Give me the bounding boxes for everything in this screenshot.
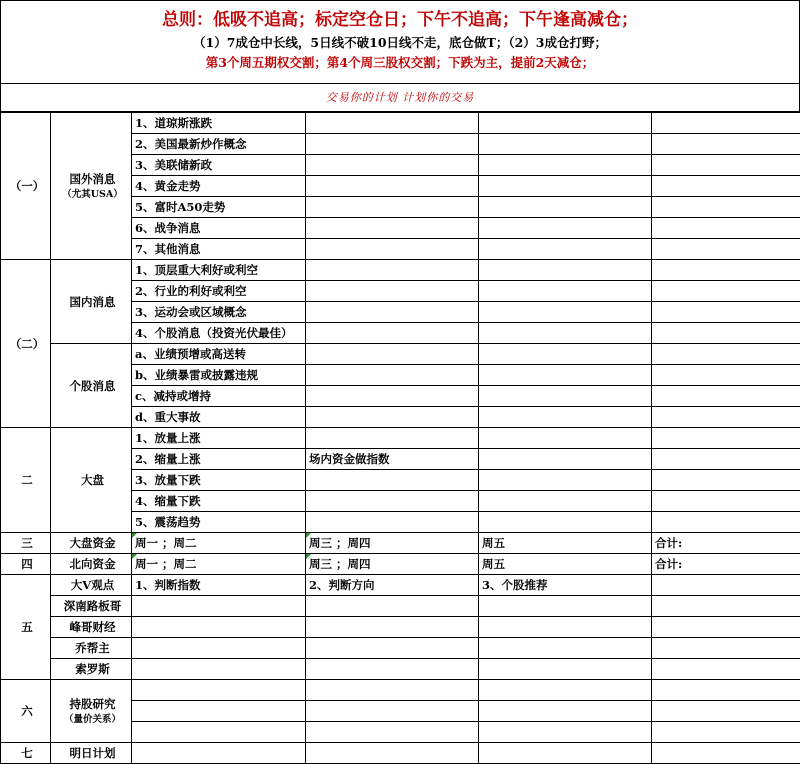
input-cell[interactable] bbox=[306, 218, 479, 239]
input-cell[interactable] bbox=[479, 176, 652, 197]
input-cell[interactable] bbox=[652, 596, 800, 617]
input-cell[interactable] bbox=[306, 176, 479, 197]
opinion-source: 乔帮主 bbox=[51, 638, 132, 659]
input-cell[interactable] bbox=[479, 449, 652, 470]
input-cell[interactable] bbox=[306, 743, 479, 764]
input-cell[interactable] bbox=[479, 722, 652, 743]
input-cell[interactable] bbox=[652, 659, 800, 680]
category-stock-news: 个股消息 bbox=[51, 344, 132, 428]
input-cell[interactable] bbox=[306, 491, 479, 512]
input-cell[interactable] bbox=[652, 449, 800, 470]
input-cell[interactable] bbox=[306, 638, 479, 659]
input-cell[interactable] bbox=[652, 722, 800, 743]
input-cell[interactable] bbox=[652, 638, 800, 659]
input-cell[interactable] bbox=[479, 512, 652, 533]
input-cell[interactable] bbox=[306, 512, 479, 533]
section-label-7: 六 bbox=[1, 680, 51, 743]
input-cell[interactable] bbox=[306, 617, 479, 638]
category-subtitle: （尤其USA） bbox=[62, 189, 123, 200]
input-cell[interactable] bbox=[306, 155, 479, 176]
input-cell[interactable] bbox=[306, 596, 479, 617]
row-label: 5、震荡趋势 bbox=[132, 512, 306, 533]
row-label: 2、缩量上涨 bbox=[132, 449, 306, 470]
input-cell[interactable] bbox=[652, 512, 800, 533]
input-cell[interactable] bbox=[652, 575, 800, 596]
input-cell[interactable] bbox=[479, 365, 652, 386]
opinion-header-picks: 3、个股推荐 bbox=[479, 575, 652, 596]
row-label: 7、其他消息 bbox=[132, 239, 306, 260]
input-cell[interactable] bbox=[306, 260, 479, 281]
input-cell[interactable] bbox=[479, 428, 652, 449]
input-cell[interactable] bbox=[652, 617, 800, 638]
opinion-source: 峰哥财经 bbox=[51, 617, 132, 638]
section-label-3: 二 bbox=[1, 428, 51, 533]
input-cell[interactable] bbox=[479, 260, 652, 281]
category-holdings bbox=[51, 680, 132, 743]
input-cell[interactable] bbox=[479, 197, 652, 218]
row-label: 3、运动会或区域概念 bbox=[132, 302, 306, 323]
input-cell[interactable] bbox=[479, 743, 652, 764]
market-note[interactable]: 场内资金做指数 bbox=[306, 449, 479, 470]
row-label: 2、行业的利好或利空 bbox=[132, 281, 306, 302]
section-label-2: （二） bbox=[1, 260, 51, 428]
input-cell[interactable] bbox=[132, 617, 306, 638]
input-cell[interactable] bbox=[306, 344, 479, 365]
funds-fri[interactable]: 周五 bbox=[479, 533, 652, 554]
slogan: 交易你的计划 计划你的交易 bbox=[0, 84, 800, 112]
funds-total[interactable]: 合计: bbox=[652, 533, 800, 554]
input-cell[interactable] bbox=[132, 638, 306, 659]
input-cell[interactable] bbox=[479, 113, 652, 134]
category-foreign-news bbox=[51, 113, 132, 260]
funds-wed-thu[interactable]: 周三 ；周四 bbox=[306, 533, 479, 554]
input-cell[interactable] bbox=[306, 470, 479, 491]
row-label: a、业绩预增或高送转 bbox=[132, 344, 306, 365]
section-label-8: 七 bbox=[1, 743, 51, 764]
row-label: 3、美联储新政 bbox=[132, 155, 306, 176]
row-label: c、减持或增持 bbox=[132, 386, 306, 407]
input-cell[interactable] bbox=[479, 155, 652, 176]
input-cell[interactable] bbox=[132, 659, 306, 680]
input-cell[interactable] bbox=[652, 386, 800, 407]
row-label: 6、战争消息 bbox=[132, 218, 306, 239]
funds-mon-tue[interactable]: 周一 ；周二 bbox=[132, 533, 306, 554]
input-cell[interactable] bbox=[479, 680, 652, 701]
row-label: b、业绩暴雷或披露违规 bbox=[132, 365, 306, 386]
input-cell[interactable] bbox=[479, 617, 652, 638]
input-cell[interactable] bbox=[652, 302, 800, 323]
input-cell[interactable] bbox=[306, 281, 479, 302]
section-label-5: 四 bbox=[1, 554, 51, 575]
input-cell[interactable] bbox=[479, 239, 652, 260]
category-northbound-funds: 北向资金 bbox=[51, 554, 132, 575]
input-cell[interactable] bbox=[306, 302, 479, 323]
input-cell[interactable] bbox=[306, 365, 479, 386]
input-cell[interactable] bbox=[306, 701, 479, 722]
section-label-4: 三 bbox=[1, 533, 51, 554]
input-cell[interactable] bbox=[306, 659, 479, 680]
north-mon-tue[interactable]: 周一 ；周二 bbox=[132, 554, 306, 575]
rules-header bbox=[0, 0, 800, 84]
input-cell[interactable] bbox=[652, 113, 800, 134]
input-cell[interactable] bbox=[652, 428, 800, 449]
plan-table bbox=[0, 112, 800, 764]
category-subtitle: （量价关系） bbox=[63, 714, 121, 725]
input-cell[interactable] bbox=[306, 386, 479, 407]
input-cell[interactable] bbox=[132, 596, 306, 617]
input-cell[interactable] bbox=[132, 680, 306, 701]
input-cell[interactable] bbox=[652, 491, 800, 512]
input-cell[interactable] bbox=[306, 113, 479, 134]
input-cell[interactable] bbox=[306, 134, 479, 155]
opinion-source: 大V观点 bbox=[51, 575, 132, 596]
north-wed-thu[interactable]: 周三 ；周四 bbox=[306, 554, 479, 575]
category-tomorrow-plan: 明日计划 bbox=[51, 743, 132, 764]
input-cell[interactable] bbox=[479, 323, 652, 344]
category-title: 持股研究 bbox=[69, 697, 116, 711]
input-cell[interactable] bbox=[479, 701, 652, 722]
row-label: 5、富时A50走势 bbox=[132, 197, 306, 218]
opinion-header-direction: 2、判断方向 bbox=[306, 575, 479, 596]
input-cell[interactable] bbox=[652, 260, 800, 281]
input-cell[interactable] bbox=[652, 470, 800, 491]
input-cell[interactable] bbox=[479, 638, 652, 659]
input-cell[interactable] bbox=[479, 134, 652, 155]
input-cell[interactable] bbox=[652, 743, 800, 764]
row-label: d、重大事故 bbox=[132, 407, 306, 428]
north-fri[interactable]: 周五 bbox=[479, 554, 652, 575]
input-cell[interactable] bbox=[652, 407, 800, 428]
section-label-1: （一） bbox=[1, 113, 51, 260]
input-cell[interactable] bbox=[652, 281, 800, 302]
input-cell[interactable] bbox=[652, 134, 800, 155]
rules-line-2: （1）7成仓中长线，5日线不破10日线不走，底仓做T；（2）3成仓打野； bbox=[193, 35, 607, 50]
input-cell[interactable] bbox=[306, 407, 479, 428]
section-label-6: 五 bbox=[1, 575, 51, 680]
input-cell[interactable] bbox=[652, 344, 800, 365]
row-label: 1、顶层重大利好或利空 bbox=[132, 260, 306, 281]
input-cell[interactable] bbox=[652, 239, 800, 260]
row-label: 1、道琼斯涨跌 bbox=[132, 113, 306, 134]
input-cell[interactable] bbox=[306, 197, 479, 218]
input-cell[interactable] bbox=[479, 218, 652, 239]
category-domestic-news: 国内消息 bbox=[51, 260, 132, 344]
input-cell[interactable] bbox=[306, 428, 479, 449]
row-label: 3、放量下跌 bbox=[132, 470, 306, 491]
input-cell[interactable] bbox=[479, 344, 652, 365]
input-cell[interactable] bbox=[306, 239, 479, 260]
input-cell[interactable] bbox=[479, 659, 652, 680]
input-cell[interactable] bbox=[652, 680, 800, 701]
input-cell[interactable] bbox=[479, 302, 652, 323]
rules-line-3: 第3个周五期权交割；第4个周三股权交割；下跌为主，提前2天减仓； bbox=[205, 55, 595, 70]
north-total[interactable]: 合计: bbox=[652, 554, 800, 575]
row-label: 4、黄金走势 bbox=[132, 176, 306, 197]
row-label: 4、缩量下跌 bbox=[132, 491, 306, 512]
input-cell[interactable] bbox=[652, 197, 800, 218]
row-label: 4、个股消息（投资光伏最佳） bbox=[132, 323, 306, 344]
category-title: 国外消息 bbox=[69, 172, 116, 186]
opinion-source: 深南路板哥 bbox=[51, 596, 132, 617]
input-cell[interactable] bbox=[132, 722, 306, 743]
input-cell[interactable] bbox=[306, 680, 479, 701]
input-cell[interactable] bbox=[479, 470, 652, 491]
input-cell[interactable] bbox=[306, 323, 479, 344]
input-cell[interactable] bbox=[479, 491, 652, 512]
category-market-funds: 大盘资金 bbox=[51, 533, 132, 554]
row-label: 1、放量上涨 bbox=[132, 428, 306, 449]
row-label: 2、美国最新炒作概念 bbox=[132, 134, 306, 155]
input-cell[interactable] bbox=[652, 155, 800, 176]
input-cell[interactable] bbox=[479, 281, 652, 302]
input-cell[interactable] bbox=[132, 701, 306, 722]
input-cell[interactable] bbox=[652, 365, 800, 386]
opinion-header-index: 1、判断指数 bbox=[132, 575, 306, 596]
input-cell[interactable] bbox=[652, 701, 800, 722]
input-cell[interactable] bbox=[652, 323, 800, 344]
opinion-source: 索罗斯 bbox=[51, 659, 132, 680]
input-cell[interactable] bbox=[479, 596, 652, 617]
input-cell[interactable] bbox=[306, 722, 479, 743]
input-cell[interactable] bbox=[479, 386, 652, 407]
input-cell[interactable] bbox=[132, 743, 306, 764]
rules-line-1: 总则：低吸不追高；标定空仓日；下午不追高；下午逢高减仓； bbox=[162, 10, 638, 30]
input-cell[interactable] bbox=[479, 407, 652, 428]
input-cell[interactable] bbox=[652, 176, 800, 197]
input-cell[interactable] bbox=[652, 218, 800, 239]
category-market: 大盘 bbox=[51, 428, 132, 533]
